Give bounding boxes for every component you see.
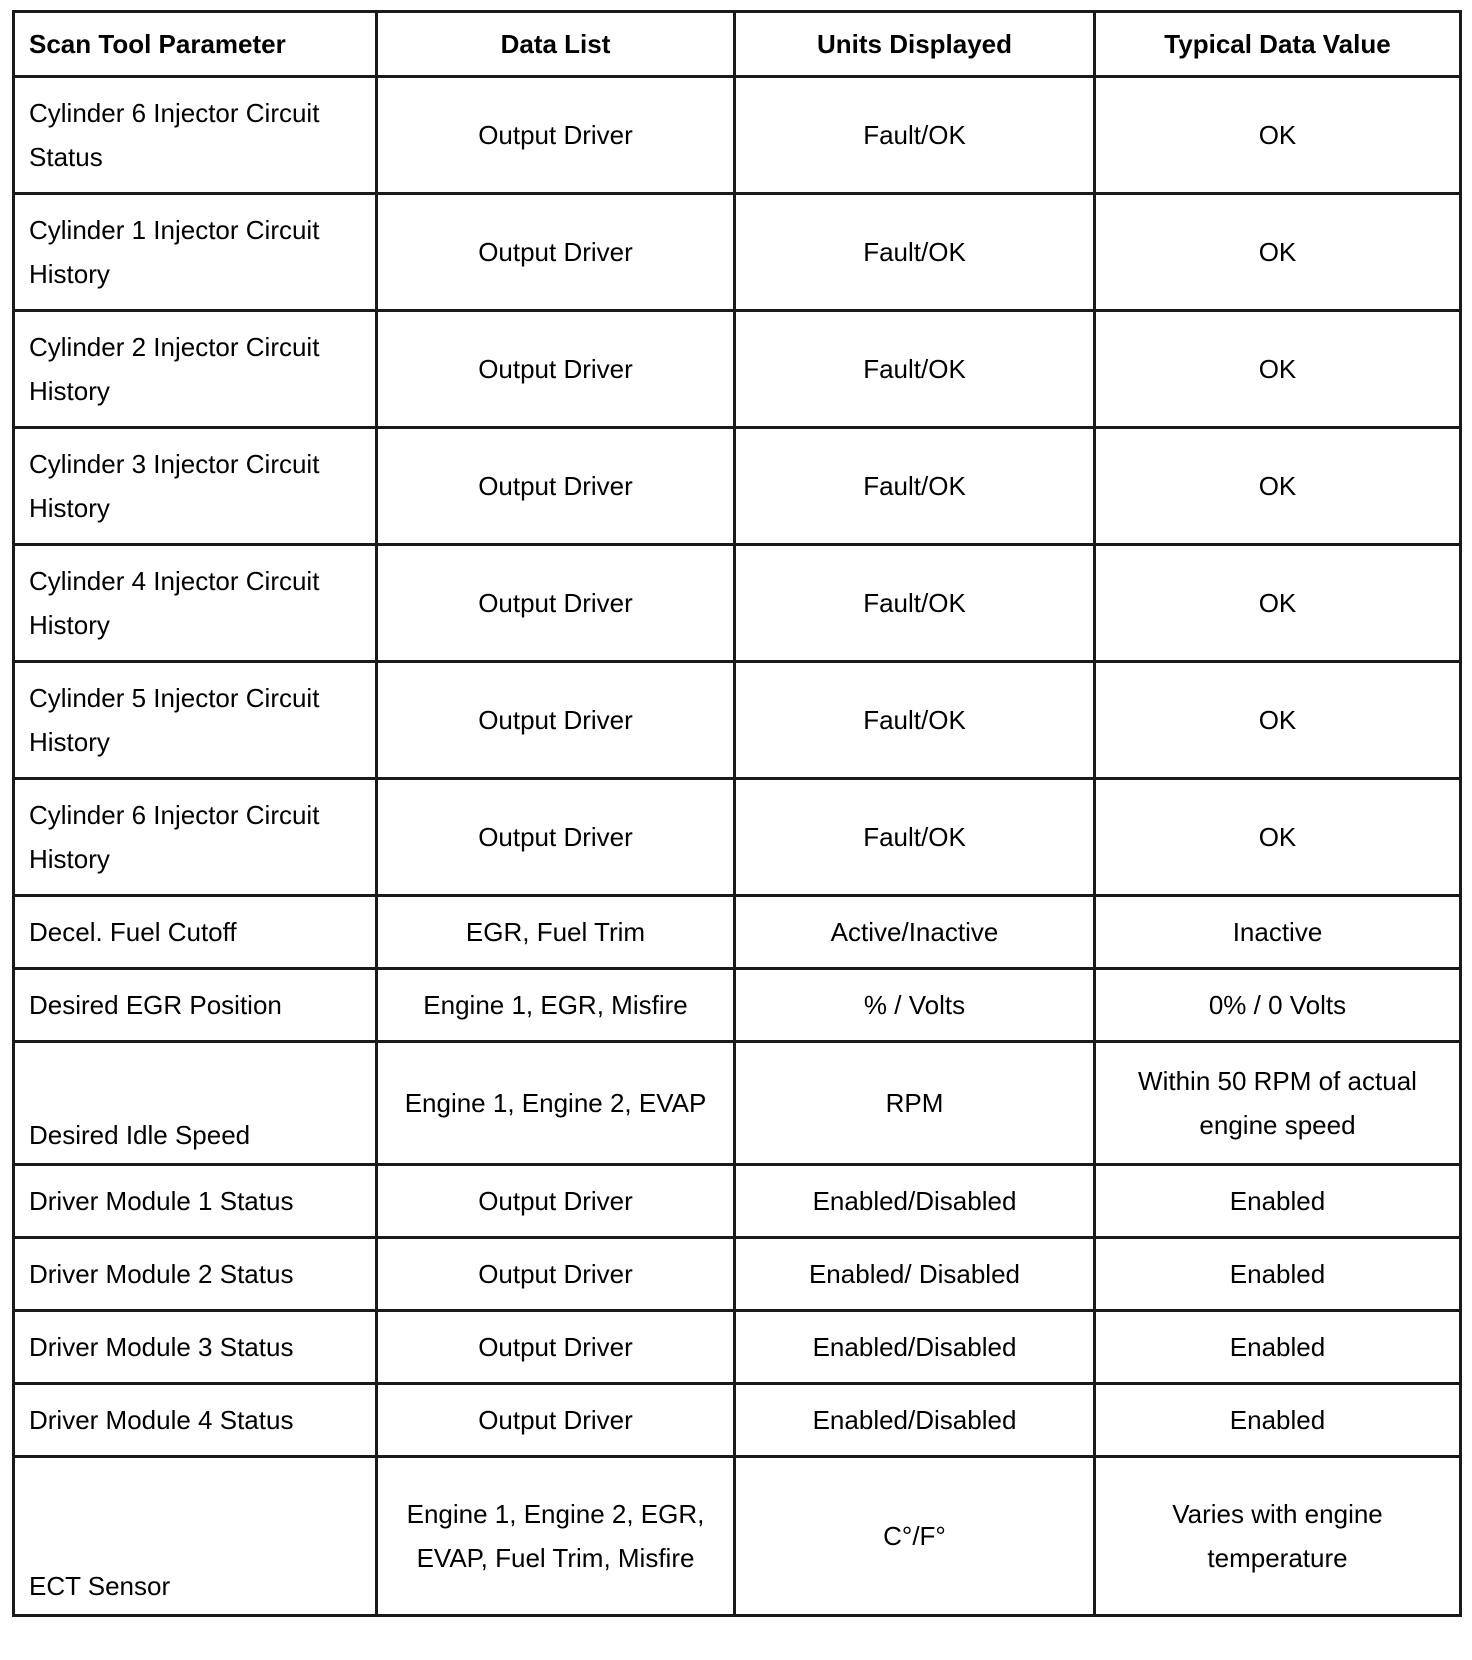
units-cell: Fault/OK	[735, 662, 1095, 779]
table-row	[14, 77, 1461, 194]
data-list-cell: EGR, Fuel Trim	[377, 896, 735, 969]
units-cell: Enabled/Disabled	[735, 1311, 1095, 1384]
data-list-cell: Engine 1, Engine 2, EVAP	[377, 1042, 735, 1165]
table-row	[14, 194, 1461, 311]
data-list-cell: Output Driver	[377, 1238, 735, 1311]
typical-value-cell: OK	[1095, 194, 1461, 311]
typical-value-cell: Enabled	[1095, 1165, 1461, 1238]
typical-value-cell: Varies with engine temperature	[1095, 1457, 1461, 1616]
parameter-cell: Driver Module 4 Status	[14, 1384, 377, 1457]
typical-value-cell: OK	[1095, 779, 1461, 896]
data-list-cell: Output Driver	[377, 545, 735, 662]
table-row	[14, 545, 1461, 662]
header-data-list: Data List	[377, 12, 735, 77]
parameter-cell: Driver Module 1 Status	[14, 1165, 377, 1238]
units-cell: Enabled/ Disabled	[735, 1238, 1095, 1311]
parameter-cell: Desired EGR Position	[14, 969, 377, 1042]
units-cell: Active/Inactive	[735, 896, 1095, 969]
table-row	[14, 1238, 1461, 1311]
data-list-cell: Engine 1, EGR, Misfire	[377, 969, 735, 1042]
units-cell: % / Volts	[735, 969, 1095, 1042]
data-list-cell: Engine 1, Engine 2, EGR, EVAP, Fuel Trim, Misfire	[377, 1457, 735, 1616]
parameter-cell: Cylinder 1 Injector Circuit History	[14, 194, 377, 311]
typical-value-cell: 0% / 0 Volts	[1095, 969, 1461, 1042]
table-row	[14, 1457, 1461, 1616]
table-row	[14, 1042, 1461, 1165]
typical-value-cell: OK	[1095, 428, 1461, 545]
table-row	[14, 1384, 1461, 1457]
table-row	[14, 779, 1461, 896]
table-row	[14, 1311, 1461, 1384]
table-row	[14, 969, 1461, 1042]
typical-value-cell: OK	[1095, 311, 1461, 428]
data-list-cell: Output Driver	[377, 1165, 735, 1238]
typical-value-cell: OK	[1095, 77, 1461, 194]
parameter-cell: Cylinder 2 Injector Circuit History	[14, 311, 377, 428]
parameter-cell: Driver Module 2 Status	[14, 1238, 377, 1311]
typical-value-cell: Within 50 RPM of actual engine speed	[1095, 1042, 1461, 1165]
data-list-cell: Output Driver	[377, 662, 735, 779]
parameter-cell: Cylinder 5 Injector Circuit History	[14, 662, 377, 779]
data-list-cell: Output Driver	[377, 779, 735, 896]
parameter-cell: Cylinder 6 Injector Circuit Status	[14, 77, 377, 194]
units-cell: Enabled/Disabled	[735, 1384, 1095, 1457]
units-cell: Fault/OK	[735, 77, 1095, 194]
parameter-cell: Cylinder 3 Injector Circuit History	[14, 428, 377, 545]
typical-value-cell: Enabled	[1095, 1238, 1461, 1311]
units-cell: Fault/OK	[735, 194, 1095, 311]
parameter-cell: Decel. Fuel Cutoff	[14, 896, 377, 969]
units-cell: Fault/OK	[735, 779, 1095, 896]
header-row	[14, 12, 1461, 77]
typical-value-cell: Inactive	[1095, 896, 1461, 969]
units-cell: C°/F°	[735, 1457, 1095, 1616]
parameter-cell: Desired Idle Speed	[14, 1042, 377, 1165]
parameter-cell: Driver Module 3 Status	[14, 1311, 377, 1384]
typical-value-cell: OK	[1095, 545, 1461, 662]
typical-value-cell: OK	[1095, 662, 1461, 779]
table-row	[14, 1165, 1461, 1238]
table-row	[14, 311, 1461, 428]
data-list-cell: Output Driver	[377, 194, 735, 311]
units-cell: Fault/OK	[735, 428, 1095, 545]
parameter-cell: ECT Sensor	[14, 1457, 377, 1616]
typical-value-cell: Enabled	[1095, 1384, 1461, 1457]
table-row	[14, 896, 1461, 969]
data-list-cell: Output Driver	[377, 428, 735, 545]
data-list-cell: Output Driver	[377, 1384, 735, 1457]
data-list-cell: Output Driver	[377, 1311, 735, 1384]
typical-value-cell: Enabled	[1095, 1311, 1461, 1384]
units-cell: Fault/OK	[735, 545, 1095, 662]
table-row	[14, 428, 1461, 545]
units-cell: RPM	[735, 1042, 1095, 1165]
units-cell: Enabled/Disabled	[735, 1165, 1095, 1238]
data-list-cell: Output Driver	[377, 77, 735, 194]
header-scan-tool-parameter: Scan Tool Parameter	[14, 12, 377, 77]
table-row	[14, 662, 1461, 779]
units-cell: Fault/OK	[735, 311, 1095, 428]
header-units-displayed: Units Displayed	[735, 12, 1095, 77]
data-list-cell: Output Driver	[377, 311, 735, 428]
scan-tool-data-table	[12, 10, 1462, 1617]
parameter-cell: Cylinder 4 Injector Circuit History	[14, 545, 377, 662]
parameter-cell: Cylinder 6 Injector Circuit History	[14, 779, 377, 896]
header-typical-data-value: Typical Data Value	[1095, 12, 1461, 77]
